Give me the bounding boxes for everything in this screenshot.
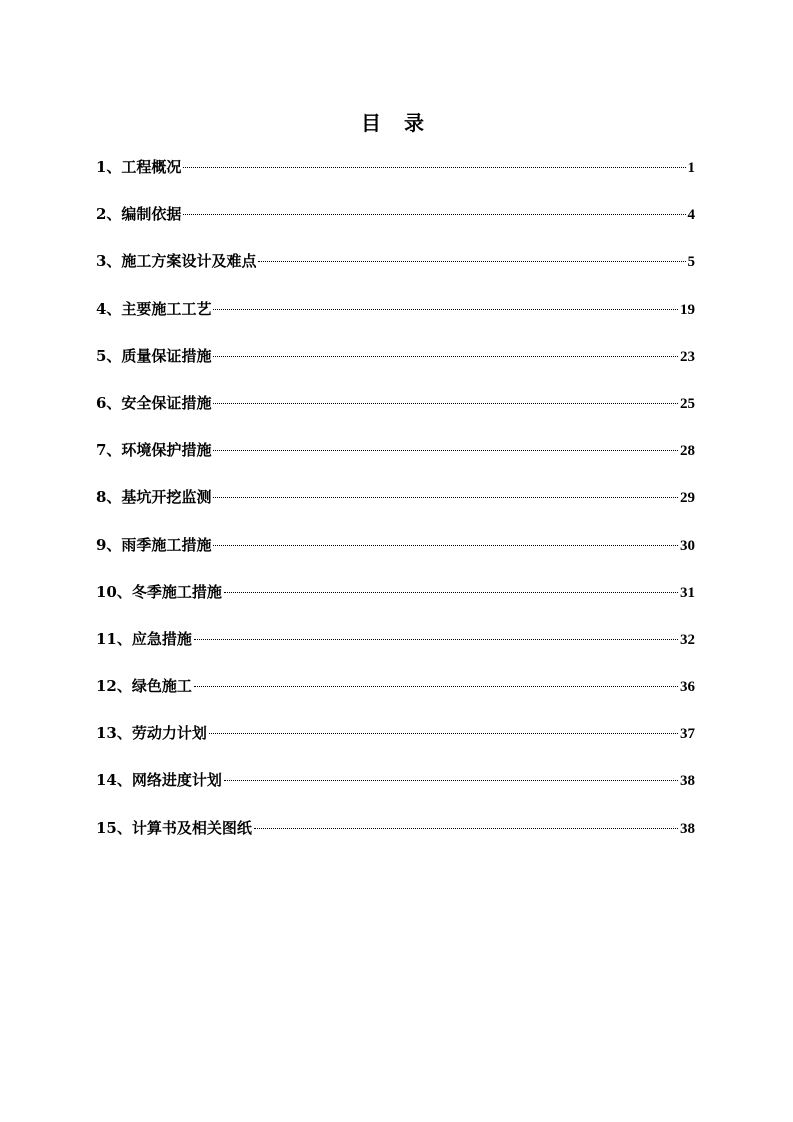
toc-entry[interactable]	[96, 250, 695, 297]
dot-leader	[213, 545, 678, 546]
toc-entry-label: 12、绿色施工	[96, 677, 192, 696]
toc-entry[interactable]	[96, 769, 695, 816]
toc-entry-label: 2、编制依据	[96, 205, 182, 224]
toc-entry-page-number: 30	[680, 537, 695, 554]
toc-entry[interactable]	[96, 534, 695, 581]
dot-leader	[213, 309, 678, 310]
dot-leader	[224, 780, 678, 781]
toc-entry-label: 9、雨季施工措施	[96, 535, 212, 554]
toc-entry-page-number: 28	[680, 443, 695, 460]
toc-entry-page-number: 4	[687, 207, 695, 224]
toc-entry-label: 13、劳动力计划	[96, 724, 207, 743]
dot-leader	[183, 167, 685, 168]
toc-entry[interactable]	[96, 439, 695, 486]
dot-leader	[213, 403, 678, 404]
toc-entry[interactable]	[96, 628, 695, 675]
toc-entry[interactable]	[96, 392, 695, 439]
toc-entry-page-number: 36	[680, 679, 695, 696]
toc-entry-page-number: 38	[680, 773, 695, 790]
toc-entry-label: 7、环境保护措施	[96, 441, 212, 460]
toc-entry[interactable]	[96, 817, 695, 864]
dot-leader	[213, 450, 678, 451]
dot-leader	[209, 733, 678, 734]
table-of-contents	[96, 156, 695, 864]
dot-leader	[254, 828, 678, 829]
toc-entry-page-number: 29	[680, 490, 695, 507]
toc-entry-page-number: 1	[687, 160, 695, 176]
dot-leader	[194, 639, 678, 640]
toc-entry[interactable]	[96, 722, 695, 769]
toc-entry[interactable]	[96, 581, 695, 628]
toc-entry-label: 4、主要施工工艺	[96, 299, 212, 318]
toc-entry[interactable]	[96, 156, 695, 203]
toc-entry-label: 11、应急措施	[96, 629, 192, 648]
dot-leader	[194, 686, 678, 687]
toc-entry-label: 8、基坑开挖监测	[96, 488, 212, 507]
toc-entry-label: 6、安全保证措施	[96, 393, 212, 412]
toc-entry[interactable]	[96, 345, 695, 392]
toc-entry-label: 1、工程概况	[96, 158, 182, 176]
toc-entry[interactable]	[96, 298, 695, 345]
page-title: 目 录	[361, 111, 432, 135]
toc-entry-page-number: 19	[680, 301, 695, 318]
toc-entry-page-number: 25	[680, 395, 695, 412]
toc-entry[interactable]	[96, 486, 695, 533]
dot-leader	[224, 592, 678, 593]
toc-entry-page-number: 23	[680, 348, 695, 365]
toc-entry-label: 15、计算书及相关图纸	[96, 818, 252, 837]
dot-leader	[213, 497, 678, 498]
toc-entry[interactable]	[96, 675, 695, 722]
toc-entry-page-number: 37	[680, 726, 695, 743]
dot-leader	[213, 356, 678, 357]
toc-entry-label: 14、网络进度计划	[96, 771, 222, 790]
toc-entry-page-number: 5	[687, 254, 695, 271]
toc-entry-label: 3、施工方案设计及难点	[96, 252, 257, 271]
toc-entry-page-number: 32	[680, 631, 695, 648]
toc-entry-label: 10、冬季施工措施	[96, 582, 222, 601]
dot-leader	[183, 214, 685, 215]
dot-leader	[258, 261, 685, 262]
toc-entry-label: 5、质量保证措施	[96, 346, 212, 365]
toc-entry-page-number: 38	[680, 820, 695, 837]
toc-entry[interactable]	[96, 203, 695, 250]
toc-entry-page-number: 31	[680, 584, 695, 601]
